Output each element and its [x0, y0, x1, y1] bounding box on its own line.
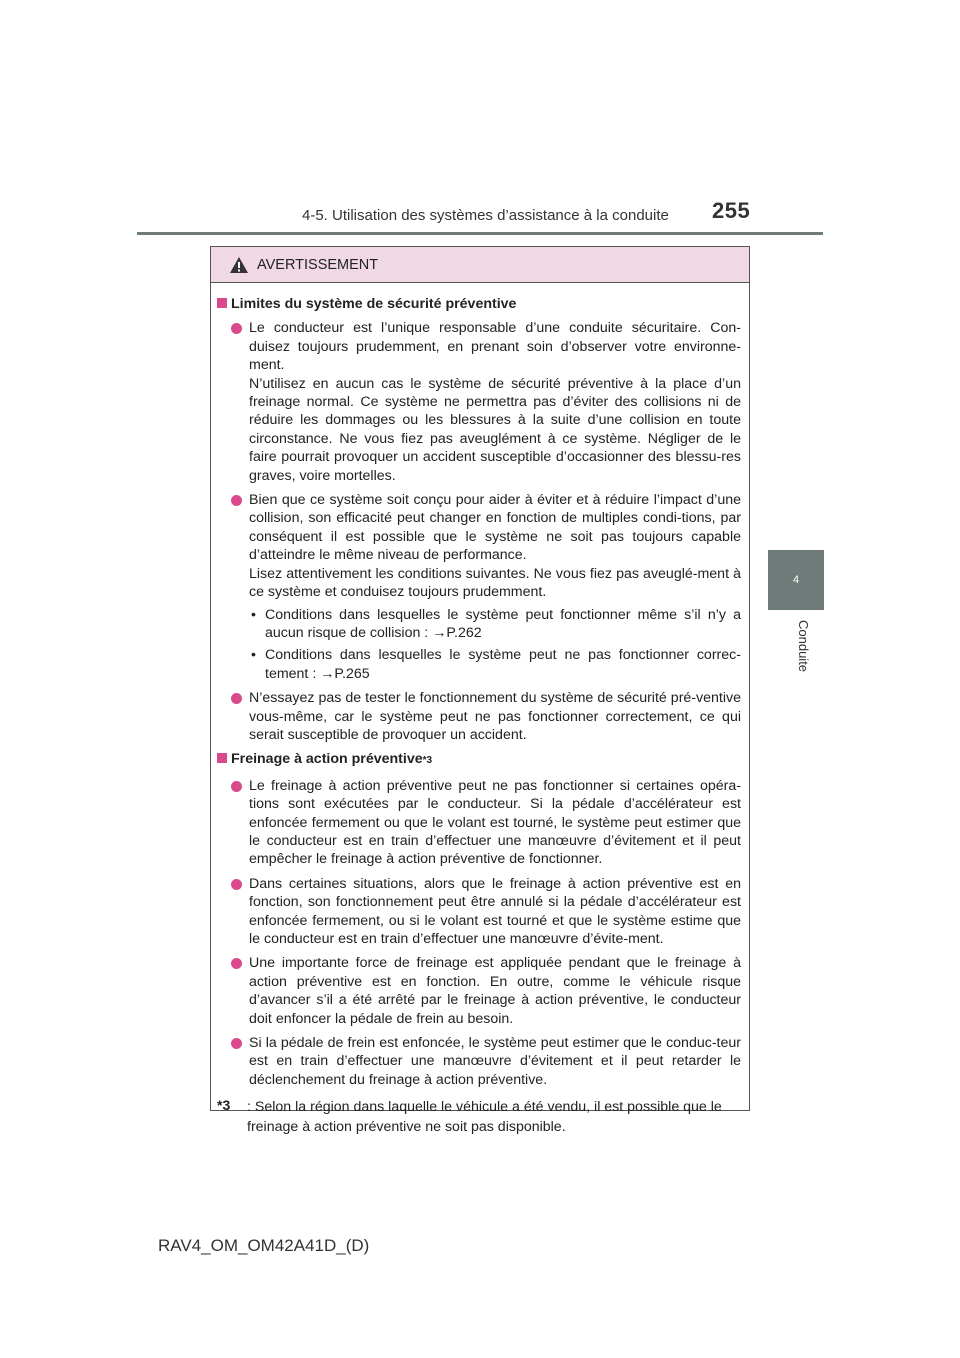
header-title: 4-5. Utilisation des systèmes d’assistance à la conduite — [302, 207, 669, 224]
paragraph: N’utilisez en aucun cas le système de sécurité préventive à la place d’un freinage normal. Ce système ne permettra pas d’éviter des collisions ni de réduire les dommages ou les blessures à la suite d’une collision en toute circonstance. Ne vous fiez pas aveuglément à ce système. Négliger de le faire pourrait provoquer un accident susceptible d’occasionner des blessu-res graves, voire mortelles. — [249, 375, 741, 484]
sub-item[interactable]: • Conditions dans lesquelles le système peut ne pas fonctionner correc-tement : →P.265 — [217, 646, 741, 683]
paragraph: Dans certaines situations, alors que le freinage à action préventive est en fonction, son fonctionnement peut être annulé si la pédale d’accélérateur est enfoncée fermement, ou si le volant est tourné et que le système estime que le conducteur est en train d’effectuer une manœuvre d’évite-ment. — [249, 875, 741, 947]
footnote-ref: *3 — [422, 755, 433, 767]
section-heading — [217, 750, 741, 770]
section-heading — [217, 295, 741, 313]
warning-title: AVERTISSEMENT — [257, 256, 379, 273]
paragraph: Si la pédale de frein est enfoncée, le système peut estimer que le conduc-teur est en train d’effectuer une manœuvre d’évitement et il peut retarder le déclenchement du freinage à action préventive. — [249, 1035, 741, 1088]
list-item — [217, 777, 741, 869]
footnote-text: : Selon la région dans laquelle le véhicule a été vendu, il est possible que le freinage à action préventive ne soit pas disponible. — [247, 1099, 722, 1136]
sub-item[interactable]: • Conditions dans lesquelles le système peut fonctionner même s’il n’y a aucun risque de collision : →P.262 — [217, 606, 741, 643]
paragraph: Le conducteur est l’unique responsable d’une conduite sécuritaire. Con-duisez toujours prudemment, en prenant soin d’observer votre environne-ment. — [249, 320, 741, 374]
warning-body — [211, 283, 749, 1137]
square-bullet-icon — [217, 753, 227, 763]
footnote-mark: *3 — [217, 1097, 231, 1114]
warning-box — [210, 246, 750, 1136]
bullet-dot-icon — [231, 781, 242, 792]
list-item — [217, 875, 741, 949]
bullet-dot-icon — [231, 1038, 242, 1049]
paragraph: N’essayez pas de tester le fonctionnement du système de sécurité pré-ventive vous-même, car le système peut ne pas fonctionner correctement, ce qui serait susceptible de provoquer un accident. — [249, 690, 741, 743]
paragraph: Une importante force de freinage est appliquée pendant que le freinage à action préventive est en fonction. En outre, comme le véhicule risque d’avancer s’il a été arrêté par le freinage à action préventive, le conducteur doit enfoncer la pédale de frein au besoin. — [249, 955, 741, 1027]
section-title: Freinage à action préventive — [231, 751, 423, 768]
square-bullet-icon — [217, 298, 227, 308]
bullet-dot-icon — [231, 693, 242, 704]
list-item — [217, 954, 741, 1028]
section-title: Limites du système de sécurité préventive — [231, 296, 517, 312]
paragraph: Lisez attentivement les conditions suivantes. Ne vous fiez pas aveuglé-ment à ce système et conduisez toujours prudemment. — [249, 565, 741, 601]
paragraph: Le freinage à action préventive peut ne pas fonctionner si certaines opéra-tions sont exécutées par le conducteur. Si la pédale d’accélérateur est enfoncée fermement ou que le volant est tourné, le système peut estimer que le conducteur est en train d’effectuer une manœuvre d’évitement et il peut empêcher le freinage à action préventive de fonctionner. — [249, 777, 741, 868]
warning-triangle-icon — [229, 256, 249, 274]
list-item — [217, 491, 741, 601]
header-rule — [137, 232, 823, 235]
warning-header — [211, 247, 749, 283]
bullet-dot-icon — [231, 495, 242, 506]
list-item — [217, 689, 741, 744]
chapter-tab[interactable]: 4 — [768, 550, 824, 610]
list-item — [217, 319, 741, 485]
bullet-dot-icon — [231, 958, 242, 969]
chapter-label: Conduite — [796, 620, 811, 673]
document-id: RAV4_OM_OM42A41D_(D) — [158, 1236, 370, 1255]
footnote — [217, 1097, 741, 1137]
page-number: 255 — [712, 198, 751, 223]
paragraph: Bien que ce système soit conçu pour aider à éviter et à réduire l’impact d’une collision, son efficacité peut changer en fonction de multiples condi-tions, par conséquent il est possible que le système ne soit pas toujours capable d’atteindre le même niveau de performance. — [249, 492, 741, 564]
bullet-dot-icon — [231, 323, 242, 334]
bullet-dot-icon — [231, 879, 242, 890]
list-item — [217, 1034, 741, 1089]
